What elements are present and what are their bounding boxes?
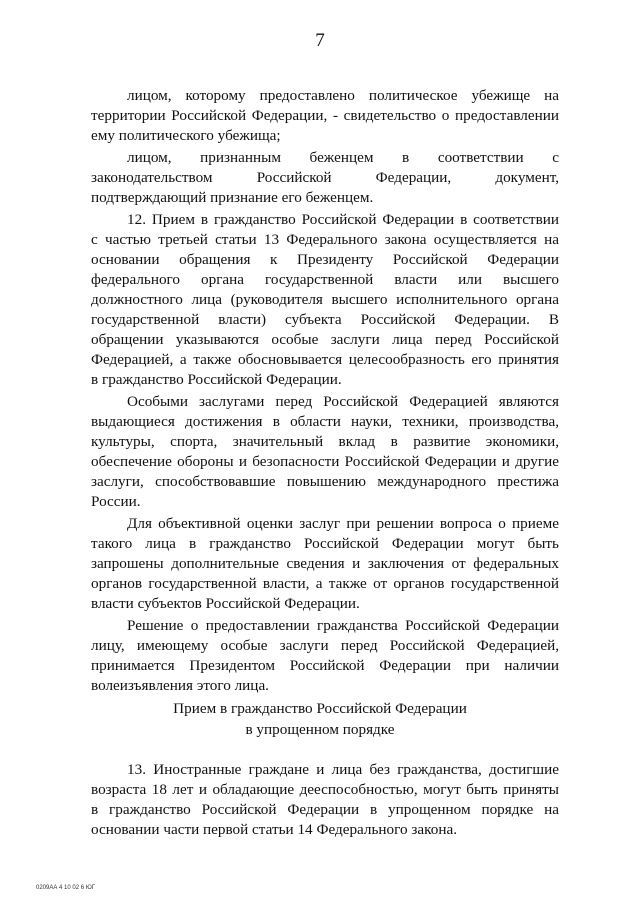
text-line: основании части первой статьи 14 Федерального закона. [91, 821, 457, 838]
text-line: запрошены дополнительные сведения и заключения от федеральных [91, 555, 559, 572]
text-line: Федерацией, а также обосновывается целесообразность его принятия [91, 351, 559, 368]
text-line: принимается Президентом Российской Федерации при наличии [91, 657, 559, 674]
text-line: органов государственной власти, а также от органов государственной [91, 575, 559, 592]
text-line: Для объективной оценки заслуг при решении вопроса о приеме [127, 515, 559, 532]
text-line: Решение о предоставлении гражданства Российской Федерации [127, 617, 559, 634]
section-heading: Прием в гражданство Российской Федерации [173, 700, 467, 717]
text-line: государственной власти) субъекта Российской Федерации. В [91, 311, 559, 328]
text-line: ему политического убежища; [91, 127, 281, 144]
text-line: Особыми заслугами перед Российской Федерацией являются [127, 393, 559, 410]
text-line: власти субъектов Российской Федерации. [91, 595, 360, 612]
text-line: культуры, спорта, значительный вклад в развитие экономики, [91, 433, 559, 450]
text-line: 12. Прием в гражданство Российской Федерации в соответствии [127, 211, 559, 228]
text-line: обращении указываются особые заслуги лица перед Российской [91, 331, 559, 348]
footer-code: 0209АА 4 10 02 6 ЮГ [36, 885, 96, 891]
text-line: территории Российской Федерации, - свидетельство о предоставлении [91, 107, 559, 124]
text-line: федерального органа государственной власти или высшего [91, 271, 559, 288]
text-line: должностного лица (руководителя высшего исполнительного органа [91, 291, 559, 308]
text-line: лицу, имеющему особые заслуги перед Российской Федерацией, [91, 637, 559, 654]
text-line: в гражданство Российской Федерации в упрощенном порядке на [91, 801, 559, 818]
text-line: 13. Иностранные граждане и лица без гражданства, достигшие [127, 761, 559, 778]
text-line: законодательством Российской Федерации, документ, [91, 169, 559, 186]
text-line: России. [91, 493, 141, 510]
text-line: лицом, которому предоставлено политическое убежище на [127, 87, 559, 104]
text-line: такого лица в гражданство Российской Федерации могут быть [91, 535, 559, 552]
text-line: лицом, признанным беженцем в соответствии с [127, 149, 559, 166]
text-line: с частью третьей статьи 13 Федерального закона осуществляется на [91, 231, 559, 248]
text-line: выдающиеся достижения в области науки, техники, производства, [91, 413, 559, 430]
text-line: обеспечение обороны и безопасности Российской Федерации и другие [91, 453, 559, 470]
text-line: основании обращения к Президенту Российской Федерации [91, 251, 559, 268]
text-line: волеизъявления этого лица. [91, 677, 269, 694]
page-number: 7 [315, 30, 325, 51]
text-line: в гражданство Российской Федерации. [91, 371, 342, 388]
section-heading-subtitle: в упрощенном порядке [245, 721, 395, 738]
text-line: возраста 18 лет и обладающие дееспособностью, могут быть приняты [91, 781, 559, 798]
text-line: подтверждающий признание его беженцем. [91, 189, 374, 206]
text-line: заслуги, способствовавшие повышению международного престижа [91, 473, 559, 490]
